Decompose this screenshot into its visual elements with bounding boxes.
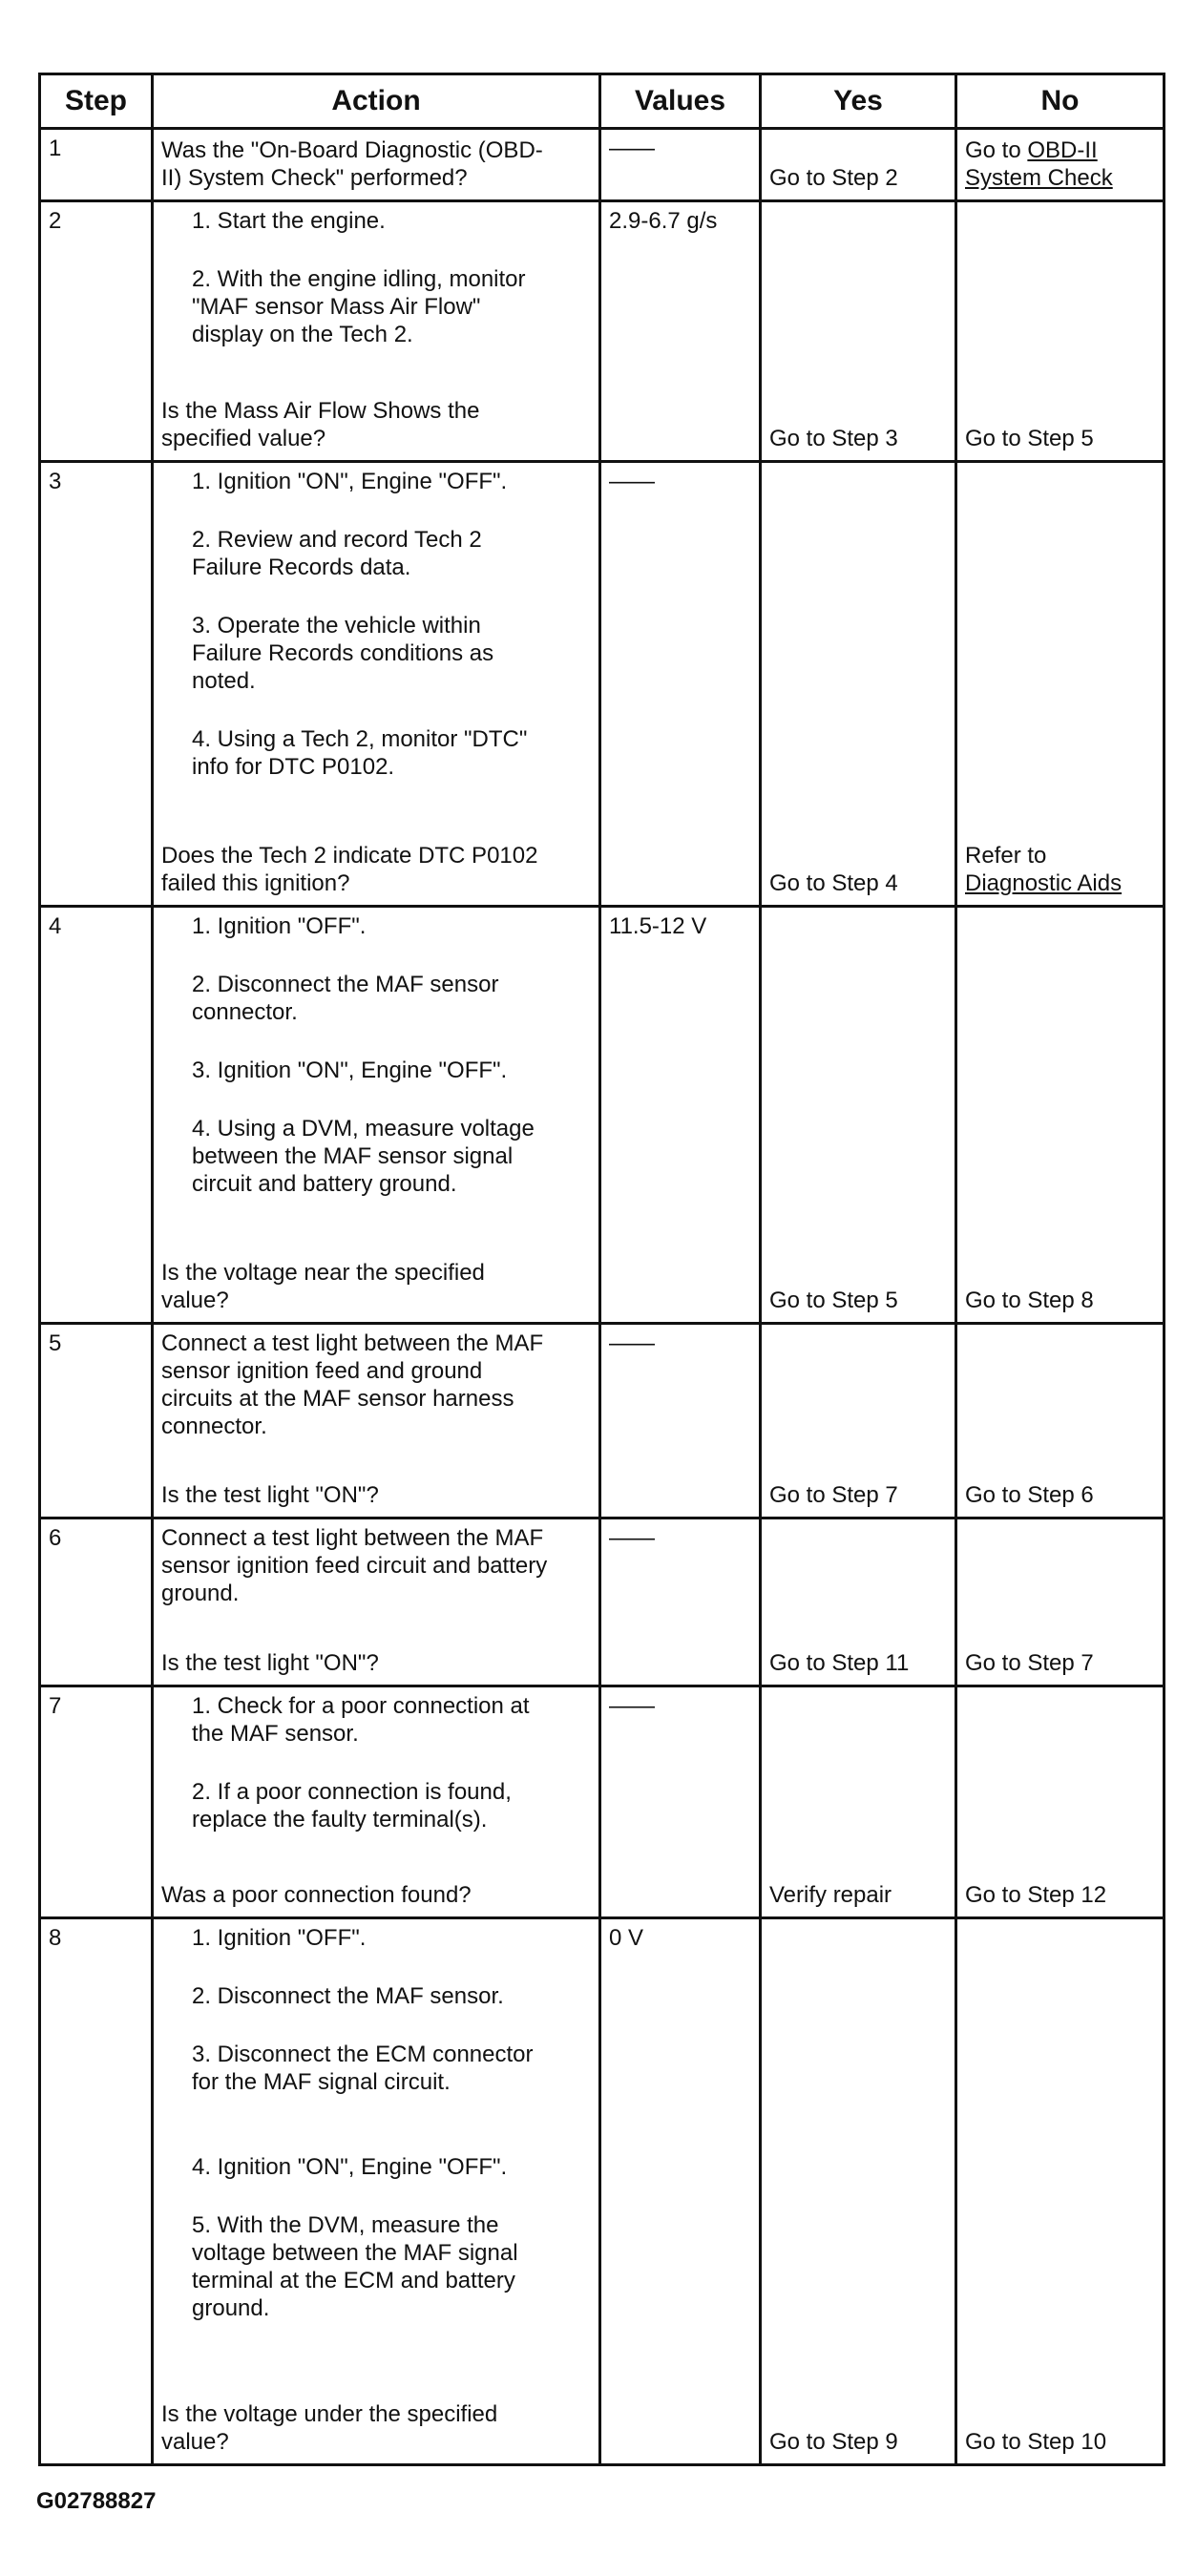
no-action-link[interactable]: Diagnostic Aids	[965, 870, 1123, 896]
value-cell: ——	[600, 462, 761, 907]
no-action-text: Go to Step 10	[965, 2429, 1107, 2455]
table-row	[40, 1518, 1165, 1686]
no-action	[965, 1649, 1157, 1677]
action-cell	[153, 201, 600, 462]
no-action-text: Go to Step 5	[965, 426, 1094, 451]
action-substep: 2. With the engine idling, monitor "MAF sensor Mass Air Flow" display on the Tech 2.	[192, 266, 526, 347]
action-cell	[153, 1324, 600, 1518]
value-cell: 2.9-6.7 g/s	[600, 201, 761, 462]
no-cell	[956, 1686, 1165, 1918]
action-cell	[153, 1686, 600, 1918]
step-number: 8	[40, 1918, 153, 2465]
yes-cell	[761, 1518, 956, 1686]
action-question: Is the voltage near the specified value?	[161, 1260, 485, 1313]
diagnostic-table	[38, 73, 1165, 2466]
action-cell	[153, 462, 600, 907]
step-number: 1	[40, 129, 153, 201]
action-question: Is the voltage under the specified value?	[161, 2401, 498, 2455]
no-action-text: Go to Step 6	[965, 1482, 1094, 1508]
yes-action: Verify repair	[769, 1882, 892, 1908]
action-question: Is the Mass Air Flow Shows the specified value?	[161, 398, 480, 451]
yes-action: Go to Step 4	[769, 870, 898, 896]
action-cell	[153, 129, 600, 201]
yes-cell	[761, 1686, 956, 1918]
action-intro: Connect a test light between the MAF sensor ignition feed and ground circuits at the MAF sensor harness connector.	[161, 1330, 544, 1439]
no-cell	[956, 462, 1165, 907]
yes-cell	[761, 1324, 956, 1518]
action-substep: 1. Check for a poor connection at the MAF sensor.	[192, 1693, 530, 1747]
yes-action: Go to Step 9	[769, 2429, 898, 2455]
action-substep: 4. Using a Tech 2, monitor "DTC" info for DTC P0102.	[192, 726, 528, 780]
action-substep: 1. Ignition "OFF".	[192, 1925, 367, 1951]
action-cell	[153, 1518, 600, 1686]
yes-cell	[761, 201, 956, 462]
no-action	[965, 1287, 1157, 1314]
action-substep: 1. Ignition "OFF".	[192, 913, 367, 939]
header-yes: Yes	[761, 74, 956, 129]
table-row	[40, 907, 1165, 1324]
no-action	[965, 842, 1157, 897]
header-values: Values	[600, 74, 761, 129]
no-action	[965, 136, 1157, 192]
action-question: Was a poor connection found?	[161, 1882, 472, 1908]
action-substep: 4. Ignition "ON", Engine "OFF".	[192, 2154, 508, 2180]
yes-cell	[761, 462, 956, 907]
yes-action: Go to Step 7	[769, 1482, 898, 1508]
no-action-text: Go to Step 12	[965, 1882, 1107, 1908]
table-row	[40, 462, 1165, 907]
no-action-text: Go to	[965, 137, 1028, 163]
header-row	[40, 74, 1165, 129]
table-body	[40, 129, 1165, 2465]
action-substep: 4. Using a DVM, measure voltage between the MAF sensor signal circuit and battery ground.	[192, 1116, 535, 1197]
action-question: Was the "On-Board Diagnostic (OBD- II) System Check" performed?	[161, 137, 543, 191]
yes-cell	[761, 129, 956, 201]
yes-cell	[761, 907, 956, 1324]
step-number: 5	[40, 1324, 153, 1518]
action-substep: 2. Disconnect the MAF sensor.	[192, 1983, 504, 2009]
step-number: 7	[40, 1686, 153, 1918]
action-question: Is the test light "ON"?	[161, 1482, 379, 1508]
value-cell: 11.5-12 V	[600, 907, 761, 1324]
yes-action: Go to Step 5	[769, 1288, 898, 1313]
step-number: 2	[40, 201, 153, 462]
header-step: Step	[40, 74, 153, 129]
no-cell	[956, 1324, 1165, 1518]
action-cell	[153, 907, 600, 1324]
header-action: Action	[153, 74, 600, 129]
yes-action: Go to Step 11	[769, 1650, 910, 1676]
action-substep: 2. Disconnect the MAF sensor connector.	[192, 972, 499, 1025]
no-action-text: Refer to	[965, 843, 1047, 869]
action-substep: 1. Ignition "ON", Engine "OFF".	[192, 469, 508, 494]
table-row	[40, 201, 1165, 462]
action-substep: 3. Operate the vehicle within Failure Records conditions as noted.	[192, 613, 494, 694]
action-intro: Connect a test light between the MAF sensor ignition feed circuit and battery ground.	[161, 1525, 548, 1606]
no-cell	[956, 1518, 1165, 1686]
action-substep: 2. Review and record Tech 2 Failure Records data.	[192, 527, 482, 580]
table-row	[40, 129, 1165, 201]
figure-id: G02788827	[36, 2488, 157, 2514]
no-action	[965, 425, 1157, 452]
yes-cell	[761, 1918, 956, 2465]
no-action	[965, 1881, 1157, 1909]
no-cell	[956, 1918, 1165, 2465]
action-substep: 3. Disconnect the ECM connector for the MAF signal circuit.	[192, 2042, 534, 2095]
table-row	[40, 1324, 1165, 1518]
no-action-text: Go to Step 8	[965, 1288, 1094, 1313]
no-action-text: Go to Step 7	[965, 1650, 1094, 1676]
action-question: Is the test light "ON"?	[161, 1650, 379, 1676]
value-cell: 0 V	[600, 1918, 761, 2465]
step-number: 4	[40, 907, 153, 1324]
yes-action: Go to Step 2	[769, 165, 898, 191]
no-cell	[956, 907, 1165, 1324]
action-substep: 1. Start the engine.	[192, 208, 386, 234]
diagnostic-table-container	[38, 73, 1163, 2466]
no-action	[965, 2428, 1157, 2456]
action-substep: 3. Ignition "ON", Engine "OFF".	[192, 1058, 508, 1083]
no-cell	[956, 201, 1165, 462]
header-no: No	[956, 74, 1165, 129]
action-substep: 5. With the DVM, measure the voltage between the MAF signal terminal at the ECM and battery ground.	[192, 2212, 518, 2321]
table-row	[40, 1918, 1165, 2465]
value-cell: ——	[600, 129, 761, 201]
value-cell: ——	[600, 1324, 761, 1518]
step-number: 3	[40, 462, 153, 907]
step-number: 6	[40, 1518, 153, 1686]
value-cell: ——	[600, 1686, 761, 1918]
no-action	[965, 1481, 1157, 1509]
action-question: Does the Tech 2 indicate DTC P0102 failed this ignition?	[161, 843, 538, 896]
table-row	[40, 1686, 1165, 1918]
action-substep: 2. If a poor connection is found, replace the faulty terminal(s).	[192, 1779, 512, 1833]
action-cell	[153, 1918, 600, 2465]
yes-action: Go to Step 3	[769, 426, 898, 451]
no-action-link[interactable]: OBD-II System Check	[965, 137, 1113, 191]
value-cell: ——	[600, 1518, 761, 1686]
no-cell	[956, 129, 1165, 201]
